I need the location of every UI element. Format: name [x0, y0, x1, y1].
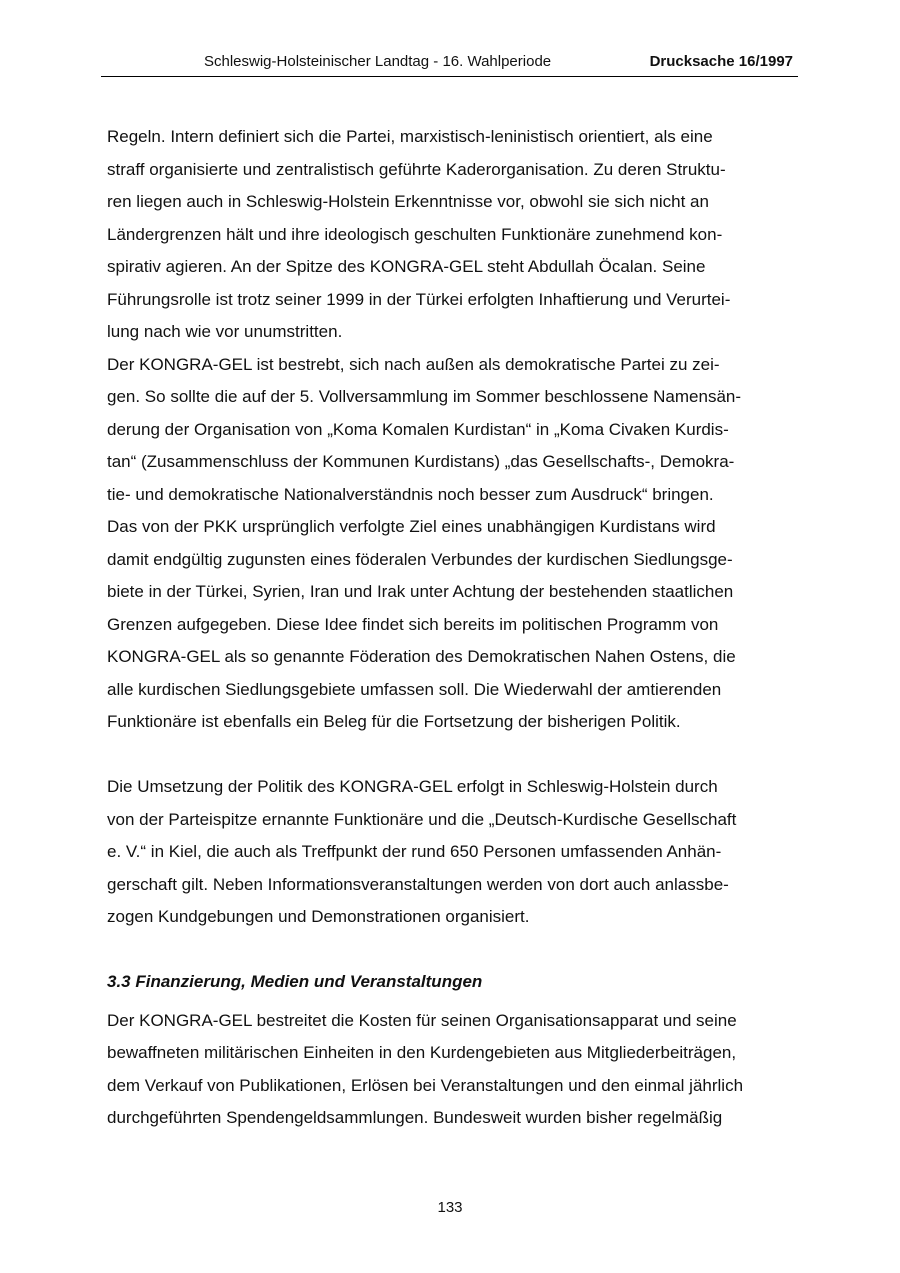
- text-line: Funktionäre ist ebenfalls ein Beleg für die Fortsetzung der bisherigen Politik.: [107, 712, 681, 731]
- text-line: gen. So sollte die auf der 5. Vollversammlung im Sommer beschlossene Namensän-: [107, 387, 742, 406]
- text-line: derung der Organisation von „Koma Komalen Kurdistan“ in „Koma Civaken Kurdis-: [107, 419, 729, 439]
- text-line: e. V.“ in Kiel, die auch als Treffpunkt der rund 650 Personen umfassenden Anhän-: [107, 842, 722, 861]
- paragraph-spacer: [107, 934, 797, 967]
- paragraph: [107, 771, 797, 934]
- text-line: von der Parteispitze ernannte Funktionäre und die „Deutsch-Kurdische Gesellschaft: [107, 809, 737, 829]
- text-line: alle kurdischen Siedlungsgebiete umfassen soll. Die Wiederwahl der amtierenden: [107, 679, 722, 699]
- text-line: damit endgültig zugunsten eines föderalen Verbundes der kurdischen Siedlungsge-: [107, 549, 733, 569]
- text-line: KONGRA-GEL als so genannte Föderation des Demokratischen Nahen Ostens, die: [107, 647, 736, 666]
- page-number: 133: [437, 1199, 463, 1216]
- text-line: ren liegen auch in Schleswig-Holstein Erkenntnisse vor, obwohl sie sich nicht an: [107, 192, 709, 211]
- document-body: [107, 121, 797, 1135]
- text-line: Ländergrenzen hält und ihre ideologisch geschulten Funktionäre zunehmend kon-: [107, 224, 723, 244]
- header-title: Schleswig-Holsteinischer Landtag - 16. Wahlperiode: [204, 53, 552, 70]
- text-line: Der KONGRA-GEL ist bestrebt, sich nach außen als demokratische Partei zu zei-: [107, 354, 720, 374]
- paragraph: [107, 121, 797, 349]
- text-line: straff organisierte und zentralistisch geführte Kaderorganisation. Zu deren Struktu-: [107, 159, 726, 179]
- text-line: Die Umsetzung der Politik des KONGRA-GEL erfolgt in Schleswig-Holstein durch: [107, 777, 718, 796]
- text-line: Regeln. Intern definiert sich die Partei, marxistisch-leninistisch orientiert, als eine: [107, 127, 713, 146]
- text-line: Grenzen aufgegeben. Diese Idee findet sich bereits im politischen Programm von: [107, 614, 719, 634]
- paragraph: [107, 1005, 797, 1135]
- text-line: dem Verkauf von Publikationen, Erlösen bei Veranstaltungen und den einmal jährlich: [107, 1075, 744, 1095]
- text-line: tie- und demokratische Nationalverständnis noch besser zum Ausdruck“ bringen.: [107, 484, 714, 504]
- text-line: lung nach wie vor unumstritten.: [107, 322, 343, 341]
- text-line: zogen Kundgebungen und Demonstrationen organisiert.: [107, 907, 530, 926]
- text-line: Führungsrolle ist trotz seiner 1999 in der Türkei erfolgten Inhaftierung und Verurtei-: [107, 289, 731, 309]
- page-header: [101, 50, 798, 77]
- text-line: biete in der Türkei, Syrien, Iran und Irak unter Achtung der bestehenden staatlichen: [107, 582, 734, 601]
- text-line: bewaffneten militärischen Einheiten in den Kurdengebieten aus Mitgliederbeiträgen,: [107, 1043, 737, 1062]
- paragraph-spacer: [107, 739, 797, 772]
- section-heading: 3.3 Finanzierung, Medien und Veranstaltungen: [107, 972, 483, 991]
- text-line: Der KONGRA-GEL bestreitet die Kosten für seinen Organisationsapparat und seine: [107, 1010, 737, 1030]
- text-line: tan“ (Zusammenschluss der Kommunen Kurdistans) „das Gesellschafts-, Demokra-: [107, 452, 735, 471]
- paragraph: [107, 349, 797, 739]
- document-number: Drucksache 16/1997: [649, 53, 793, 70]
- text-line: spirativ agieren. An der Spitze des KONGRA-GEL steht Abdullah Öcalan. Seine: [107, 257, 706, 276]
- text-line: durchgeführten Spendengeldsammlungen. Bundesweit wurden bisher regelmäßig: [107, 1108, 723, 1127]
- text-line: gerschaft gilt. Neben Informationsveranstaltungen werden von dort auch anlassbe-: [107, 874, 729, 894]
- text-line: Das von der PKK ursprünglich verfolgte Ziel eines unabhängigen Kurdistans wird: [107, 517, 716, 536]
